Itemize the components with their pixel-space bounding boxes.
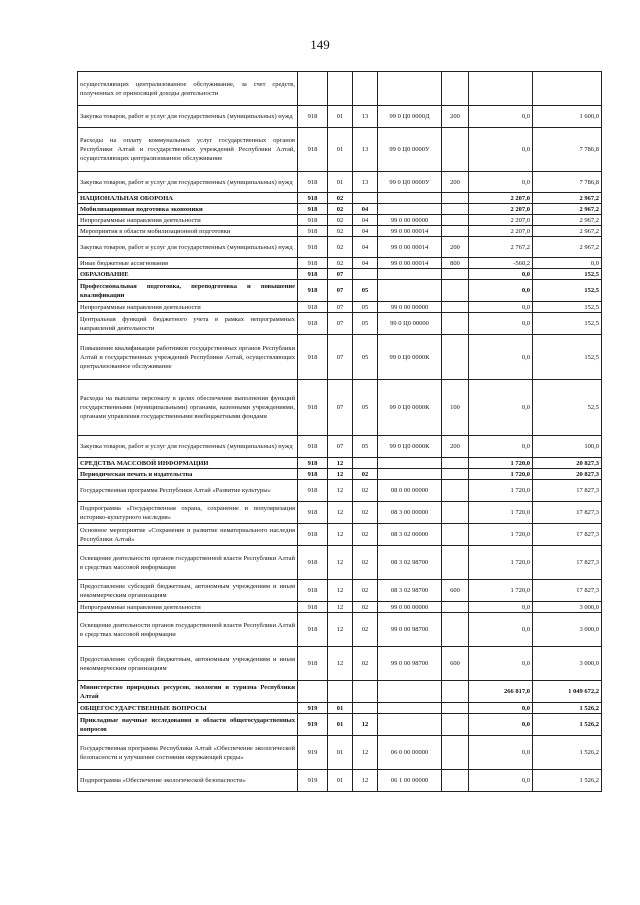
cell-amount-change: 0,0 xyxy=(469,380,533,436)
cell-amount-total: 17 827,3 xyxy=(533,580,602,602)
cell-section: 01 xyxy=(328,736,353,770)
cell-expense-type xyxy=(442,72,469,106)
cell-item-name: ОБЩЕГОСУДАРСТВЕННЫЕ ВОПРОСЫ xyxy=(78,703,298,714)
cell-section: 12 xyxy=(328,469,353,480)
cell-target-article xyxy=(378,193,442,204)
cell-subsection: 13 xyxy=(353,106,378,128)
cell-amount-total: 2 967,2 xyxy=(533,226,602,237)
cell-target-article: 99 0 00 00014 xyxy=(378,258,442,269)
budget-table xyxy=(77,71,602,792)
cell-admin-code: 918 xyxy=(298,502,328,524)
table-row xyxy=(78,72,602,106)
cell-amount-change: 2 207,0 xyxy=(469,226,533,237)
cell-amount-total: 17 827,3 xyxy=(533,502,602,524)
cell-amount-total: 3 000,0 xyxy=(533,613,602,647)
cell-expense-type: 600 xyxy=(442,580,469,602)
cell-section: 07 xyxy=(328,380,353,436)
cell-subsection: 05 xyxy=(353,313,378,335)
cell-amount-change: 0,0 xyxy=(469,703,533,714)
table-row xyxy=(78,502,602,524)
cell-amount-total: 1 526,2 xyxy=(533,770,602,792)
cell-subsection: 02 xyxy=(353,524,378,546)
cell-item-name: СРЕДСТВА МАССОВОЙ ИНФОРМАЦИИ xyxy=(78,458,298,469)
page-number: 149 xyxy=(310,37,330,52)
cell-section: 12 xyxy=(328,613,353,647)
cell-expense-type: 200 xyxy=(442,436,469,458)
cell-subsection xyxy=(353,269,378,280)
cell-subsection xyxy=(353,458,378,469)
table-row xyxy=(78,714,602,736)
cell-admin-code: 918 xyxy=(298,436,328,458)
cell-amount-change: 0,0 xyxy=(469,736,533,770)
cell-expense-type xyxy=(442,714,469,736)
cell-item-name: Подпрограмма «Обеспечение экологической безопасности» xyxy=(78,770,298,792)
cell-subsection xyxy=(353,72,378,106)
cell-target-article: 08 3 02 98700 xyxy=(378,580,442,602)
cell-section: 12 xyxy=(328,580,353,602)
cell-section xyxy=(328,72,353,106)
cell-subsection: 04 xyxy=(353,226,378,237)
table-row xyxy=(78,613,602,647)
cell-item-name: Закупка товаров, работ и услуг для государственных (муниципальных) нужд xyxy=(78,436,298,458)
cell-item-name: осуществляющих централизованное обслуживание, за счет средств, полученных от приносящей доходы деятельности xyxy=(78,72,298,106)
cell-amount-change: 0,0 xyxy=(469,313,533,335)
cell-admin-code: 919 xyxy=(298,703,328,714)
cell-target-article xyxy=(378,469,442,480)
cell-subsection: 12 xyxy=(353,736,378,770)
cell-expense-type xyxy=(442,736,469,770)
table-row xyxy=(78,681,602,703)
cell-amount-total: 152,5 xyxy=(533,269,602,280)
cell-item-name: Прикладные научные исследования в области общегосударственных вопросов xyxy=(78,714,298,736)
cell-admin-code: 918 xyxy=(298,524,328,546)
cell-item-name: Закупка товаров, работ и услуг для государственных (муниципальных) нужд xyxy=(78,237,298,258)
cell-admin-code: 918 xyxy=(298,580,328,602)
cell-item-name: Непрограммные направления деятельности xyxy=(78,302,298,313)
cell-section: 02 xyxy=(328,237,353,258)
cell-admin-code: 918 xyxy=(298,380,328,436)
cell-subsection: 02 xyxy=(353,502,378,524)
cell-subsection: 02 xyxy=(353,546,378,580)
table-row xyxy=(78,302,602,313)
table-row xyxy=(78,172,602,193)
cell-section: 12 xyxy=(328,458,353,469)
cell-section: 01 xyxy=(328,128,353,172)
cell-section: 01 xyxy=(328,714,353,736)
cell-amount-change: 0,0 xyxy=(469,714,533,736)
cell-item-name: Государственная программа Республики Алтай «Обеспечение экологической безопасности и улучшение состояния окружающей среды» xyxy=(78,736,298,770)
cell-target-article: 06 0 00 00000 xyxy=(378,736,442,770)
cell-section: 12 xyxy=(328,647,353,681)
table-row xyxy=(78,524,602,546)
cell-target-article: 99 0 Ц0 0000К xyxy=(378,380,442,436)
cell-amount-total: 1 526,2 xyxy=(533,714,602,736)
cell-amount-change: 0,0 xyxy=(469,128,533,172)
cell-expense-type xyxy=(442,770,469,792)
table-row xyxy=(78,335,602,380)
cell-target-article: 99 0 Ц0 0000К xyxy=(378,335,442,380)
cell-subsection xyxy=(353,193,378,204)
cell-amount-change: 1 720,0 xyxy=(469,480,533,502)
table-row xyxy=(78,647,602,681)
cell-amount-total: 2 967,2 xyxy=(533,204,602,215)
cell-item-name: Периодическая печать и издательства xyxy=(78,469,298,480)
cell-section: 01 xyxy=(328,172,353,193)
cell-item-name: Мероприятия в области мобилизационной подготовки xyxy=(78,226,298,237)
cell-amount-change: 1 720,0 xyxy=(469,524,533,546)
cell-target-article xyxy=(378,714,442,736)
cell-expense-type xyxy=(442,458,469,469)
cell-section: 02 xyxy=(328,193,353,204)
cell-target-article: 99 0 Ц0 0000У xyxy=(378,128,442,172)
table-row xyxy=(78,204,602,215)
table-row xyxy=(78,580,602,602)
cell-expense-type: 800 xyxy=(442,258,469,269)
cell-amount-total: 152,5 xyxy=(533,302,602,313)
cell-item-name: Освещение деятельности органов государственной власти Республики Алтай в средствах массовой информации xyxy=(78,546,298,580)
cell-target-article: 99 0 Ц0 00000 xyxy=(378,313,442,335)
cell-expense-type xyxy=(442,226,469,237)
cell-admin-code: 918 xyxy=(298,546,328,580)
table-row xyxy=(78,546,602,580)
cell-expense-type: 200 xyxy=(442,237,469,258)
cell-amount-total: 17 827,3 xyxy=(533,524,602,546)
cell-section: 02 xyxy=(328,215,353,226)
cell-target-article xyxy=(378,681,442,703)
table-row xyxy=(78,469,602,480)
cell-amount-change: 0,0 xyxy=(469,436,533,458)
cell-item-name: Иные бюджетные ассигнования xyxy=(78,258,298,269)
cell-admin-code xyxy=(298,72,328,106)
table-row xyxy=(78,269,602,280)
cell-amount-change: 0,0 xyxy=(469,647,533,681)
cell-subsection xyxy=(353,703,378,714)
cell-section: 07 xyxy=(328,313,353,335)
cell-expense-type xyxy=(442,280,469,302)
cell-target-article: 99 0 00 00000 xyxy=(378,302,442,313)
cell-item-name: Центральная функций бюджетного учета в рамках непрограммных направлений деятельности xyxy=(78,313,298,335)
cell-expense-type xyxy=(442,128,469,172)
cell-target-article: 08 3 02 98700 xyxy=(378,546,442,580)
table-row xyxy=(78,226,602,237)
cell-amount-total: 7 786,8 xyxy=(533,172,602,193)
cell-expense-type xyxy=(442,204,469,215)
cell-target-article: 99 0 00 00000 xyxy=(378,215,442,226)
cell-amount-total: 2 967,2 xyxy=(533,237,602,258)
cell-item-name: Расходы на выплаты персоналу в целях обеспечения выполнения функций государственными (муниципальными) органами, казенными учреждениями, органами управления государственными внебюджетными фондами xyxy=(78,380,298,436)
cell-expense-type xyxy=(442,613,469,647)
cell-section xyxy=(328,681,353,703)
cell-amount-total: 1 526,2 xyxy=(533,736,602,770)
cell-amount-total: 52,5 xyxy=(533,380,602,436)
cell-admin-code: 918 xyxy=(298,602,328,613)
cell-amount-total: 1 049 672,2 xyxy=(533,681,602,703)
cell-amount-change: 266 817,0 xyxy=(469,681,533,703)
cell-subsection: 05 xyxy=(353,302,378,313)
table-row xyxy=(78,703,602,714)
cell-section: 02 xyxy=(328,258,353,269)
cell-amount-total: 7 786,8 xyxy=(533,128,602,172)
cell-section: 12 xyxy=(328,524,353,546)
cell-admin-code xyxy=(298,681,328,703)
cell-item-name: Повышение квалификации работников государственных органов Республики Алтай и государственных учреждений Республики Алтай, осуществляющих централизованное обслуживание xyxy=(78,335,298,380)
cell-admin-code: 918 xyxy=(298,647,328,681)
table-row xyxy=(78,770,602,792)
cell-section: 01 xyxy=(328,106,353,128)
cell-admin-code: 918 xyxy=(298,458,328,469)
cell-section: 02 xyxy=(328,226,353,237)
cell-item-name: Подпрограмма «Государственная охрана, сохранение и популяризация историко-культурного наследия» xyxy=(78,502,298,524)
cell-expense-type: 200 xyxy=(442,172,469,193)
cell-amount-change: 1 720,0 xyxy=(469,458,533,469)
cell-amount-total: 2 967,2 xyxy=(533,215,602,226)
cell-amount-change: 0,0 xyxy=(469,770,533,792)
cell-subsection: 04 xyxy=(353,204,378,215)
cell-expense-type xyxy=(442,703,469,714)
cell-subsection: 05 xyxy=(353,280,378,302)
cell-amount-total: 0,0 xyxy=(533,258,602,269)
cell-item-name: Непрограммные направления деятельности xyxy=(78,215,298,226)
cell-admin-code: 918 xyxy=(298,302,328,313)
cell-target-article: 99 0 00 00000 xyxy=(378,602,442,613)
cell-expense-type xyxy=(442,602,469,613)
cell-admin-code: 918 xyxy=(298,237,328,258)
cell-expense-type xyxy=(442,480,469,502)
cell-subsection: 13 xyxy=(353,128,378,172)
cell-amount-total: 20 827,3 xyxy=(533,469,602,480)
cell-section: 12 xyxy=(328,502,353,524)
cell-target-article: 99 0 Ц0 0000Д xyxy=(378,106,442,128)
cell-amount-change: 0,0 xyxy=(469,613,533,647)
cell-expense-type xyxy=(442,313,469,335)
cell-amount-change: 0,0 xyxy=(469,335,533,380)
cell-target-article xyxy=(378,703,442,714)
cell-section: 07 xyxy=(328,436,353,458)
cell-admin-code: 918 xyxy=(298,280,328,302)
cell-subsection: 02 xyxy=(353,469,378,480)
cell-amount-change: 0,0 xyxy=(469,269,533,280)
cell-subsection: 02 xyxy=(353,480,378,502)
cell-item-name: Профессиональная подготовка, переподготовка и повышение квалификации xyxy=(78,280,298,302)
cell-item-name: ОБРАЗОВАНИЕ xyxy=(78,269,298,280)
cell-expense-type: 600 xyxy=(442,647,469,681)
cell-expense-type xyxy=(442,302,469,313)
cell-section: 12 xyxy=(328,546,353,580)
cell-amount-total: 17 827,3 xyxy=(533,480,602,502)
cell-expense-type: 100 xyxy=(442,380,469,436)
table-row xyxy=(78,480,602,502)
cell-item-name: Расходы на оплату коммунальных услуг государственных органов Республики Алтай и государственных учреждений Республики Алтай, осуществляющих централизованное обслуживание xyxy=(78,128,298,172)
cell-amount-total: 100,0 xyxy=(533,436,602,458)
cell-amount-change: 2 207,0 xyxy=(469,193,533,204)
cell-admin-code: 919 xyxy=(298,770,328,792)
cell-subsection: 02 xyxy=(353,602,378,613)
cell-expense-type xyxy=(442,215,469,226)
table-row xyxy=(78,458,602,469)
cell-target-article: 99 0 Ц0 0000К xyxy=(378,436,442,458)
cell-item-name: Мобилизационная подготовка экономики xyxy=(78,204,298,215)
cell-amount-change: 2 767,2 xyxy=(469,237,533,258)
cell-amount-change: 0,0 xyxy=(469,106,533,128)
table-row xyxy=(78,280,602,302)
cell-amount-change: 0,0 xyxy=(469,172,533,193)
cell-target-article: 99 0 Ц0 0000У xyxy=(378,172,442,193)
cell-target-article: 99 0 00 00014 xyxy=(378,237,442,258)
table-row xyxy=(78,602,602,613)
cell-target-article: 99 0 00 98700 xyxy=(378,613,442,647)
cell-section: 01 xyxy=(328,770,353,792)
cell-item-name: Основное мероприятие «Сохранение и развитие нематериального наследия Республики Алтай» xyxy=(78,524,298,546)
cell-target-article: 08 3 02 00000 xyxy=(378,524,442,546)
cell-amount-change: 1 720,0 xyxy=(469,580,533,602)
cell-admin-code: 918 xyxy=(298,480,328,502)
cell-item-name: Закупка товаров, работ и услуг для государственных (муниципальных) нужд xyxy=(78,172,298,193)
cell-subsection: 13 xyxy=(353,172,378,193)
cell-admin-code: 918 xyxy=(298,215,328,226)
table-row xyxy=(78,193,602,204)
cell-section: 07 xyxy=(328,280,353,302)
cell-amount-total: 152,5 xyxy=(533,313,602,335)
budget-table-body xyxy=(78,72,602,792)
cell-target-article: 99 0 00 00014 xyxy=(378,226,442,237)
cell-expense-type xyxy=(442,502,469,524)
cell-admin-code: 918 xyxy=(298,258,328,269)
cell-target-article: 08 3 00 00000 xyxy=(378,502,442,524)
cell-expense-type xyxy=(442,269,469,280)
table-row xyxy=(78,237,602,258)
cell-amount-total: 3 000,0 xyxy=(533,647,602,681)
cell-amount-change: 2 207,0 xyxy=(469,204,533,215)
cell-section: 12 xyxy=(328,602,353,613)
cell-amount-change: 0,0 xyxy=(469,602,533,613)
cell-admin-code: 918 xyxy=(298,106,328,128)
cell-amount-total: 2 967,2 xyxy=(533,193,602,204)
cell-section: 01 xyxy=(328,703,353,714)
cell-amount-total: 1 600,0 xyxy=(533,106,602,128)
cell-expense-type xyxy=(442,546,469,580)
table-row xyxy=(78,436,602,458)
cell-admin-code: 918 xyxy=(298,313,328,335)
cell-amount-total: 17 827,3 xyxy=(533,546,602,580)
cell-admin-code: 918 xyxy=(298,335,328,380)
cell-expense-type: 200 xyxy=(442,106,469,128)
cell-subsection: 02 xyxy=(353,613,378,647)
cell-amount-change xyxy=(469,72,533,106)
cell-admin-code: 918 xyxy=(298,269,328,280)
cell-admin-code: 918 xyxy=(298,226,328,237)
cell-subsection: 04 xyxy=(353,215,378,226)
cell-target-article xyxy=(378,280,442,302)
table-row xyxy=(78,215,602,226)
table-row xyxy=(78,736,602,770)
cell-target-article: 06 1 00 00000 xyxy=(378,770,442,792)
table-row xyxy=(78,313,602,335)
cell-section: 07 xyxy=(328,269,353,280)
cell-amount-change: 0,0 xyxy=(469,302,533,313)
cell-target-article xyxy=(378,204,442,215)
cell-item-name: Освещение деятельности органов государственной власти Республики Алтай в средствах массовой информации xyxy=(78,613,298,647)
cell-expense-type xyxy=(442,335,469,380)
cell-item-name: Государственная программа Республики Алтай «Развитие культуры» xyxy=(78,480,298,502)
cell-admin-code: 918 xyxy=(298,193,328,204)
cell-subsection: 12 xyxy=(353,770,378,792)
cell-subsection: 05 xyxy=(353,436,378,458)
cell-amount-total: 152,5 xyxy=(533,280,602,302)
cell-item-name: Министерство природных ресурсов, экологии и туризма Республики Алтай xyxy=(78,681,298,703)
cell-section: 07 xyxy=(328,335,353,380)
cell-target-article xyxy=(378,72,442,106)
cell-subsection: 04 xyxy=(353,258,378,269)
cell-subsection: 02 xyxy=(353,647,378,681)
cell-subsection: 02 xyxy=(353,580,378,602)
cell-subsection: 05 xyxy=(353,335,378,380)
cell-admin-code: 918 xyxy=(298,204,328,215)
cell-amount-change: 1 720,0 xyxy=(469,469,533,480)
table-row xyxy=(78,128,602,172)
cell-subsection xyxy=(353,681,378,703)
cell-admin-code: 918 xyxy=(298,469,328,480)
cell-subsection: 04 xyxy=(353,237,378,258)
cell-expense-type xyxy=(442,193,469,204)
cell-amount-change: 2 207,0 xyxy=(469,215,533,226)
cell-amount-total: 3 000,0 xyxy=(533,602,602,613)
cell-item-name: Предоставление субсидий бюджетным, автономным учреждениям и иным некоммерческим организациям xyxy=(78,647,298,681)
cell-section: 12 xyxy=(328,480,353,502)
cell-amount-total xyxy=(533,72,602,106)
cell-target-article: 99 0 00 98700 xyxy=(378,647,442,681)
table-row xyxy=(78,106,602,128)
cell-amount-total: 1 526,2 xyxy=(533,703,602,714)
cell-item-name: НАЦИОНАЛЬНАЯ ОБОРОНА xyxy=(78,193,298,204)
cell-amount-total: 20 827,3 xyxy=(533,458,602,469)
cell-expense-type xyxy=(442,469,469,480)
cell-amount-change: 1 720,0 xyxy=(469,502,533,524)
cell-amount-change: 0,0 xyxy=(469,280,533,302)
cell-section: 07 xyxy=(328,302,353,313)
cell-amount-change: -560,2 xyxy=(469,258,533,269)
cell-amount-change: 1 720,0 xyxy=(469,546,533,580)
cell-expense-type xyxy=(442,681,469,703)
cell-admin-code: 918 xyxy=(298,613,328,647)
cell-subsection: 05 xyxy=(353,380,378,436)
cell-admin-code: 919 xyxy=(298,714,328,736)
cell-admin-code: 918 xyxy=(298,128,328,172)
table-row xyxy=(78,258,602,269)
cell-target-article xyxy=(378,269,442,280)
cell-item-name: Непрограммные направления деятельности xyxy=(78,602,298,613)
cell-subsection: 12 xyxy=(353,714,378,736)
cell-admin-code: 919 xyxy=(298,736,328,770)
cell-target-article: 08 0 00 00000 xyxy=(378,480,442,502)
table-row xyxy=(78,380,602,436)
cell-expense-type xyxy=(442,524,469,546)
cell-item-name: Предоставление субсидий бюджетным, автономным учреждениям и иным некоммерческим организациям xyxy=(78,580,298,602)
cell-item-name: Закупка товаров, работ и услуг для государственных (муниципальных) нужд xyxy=(78,106,298,128)
cell-section: 02 xyxy=(328,204,353,215)
cell-amount-total: 152,5 xyxy=(533,335,602,380)
cell-admin-code: 918 xyxy=(298,172,328,193)
cell-target-article xyxy=(378,458,442,469)
